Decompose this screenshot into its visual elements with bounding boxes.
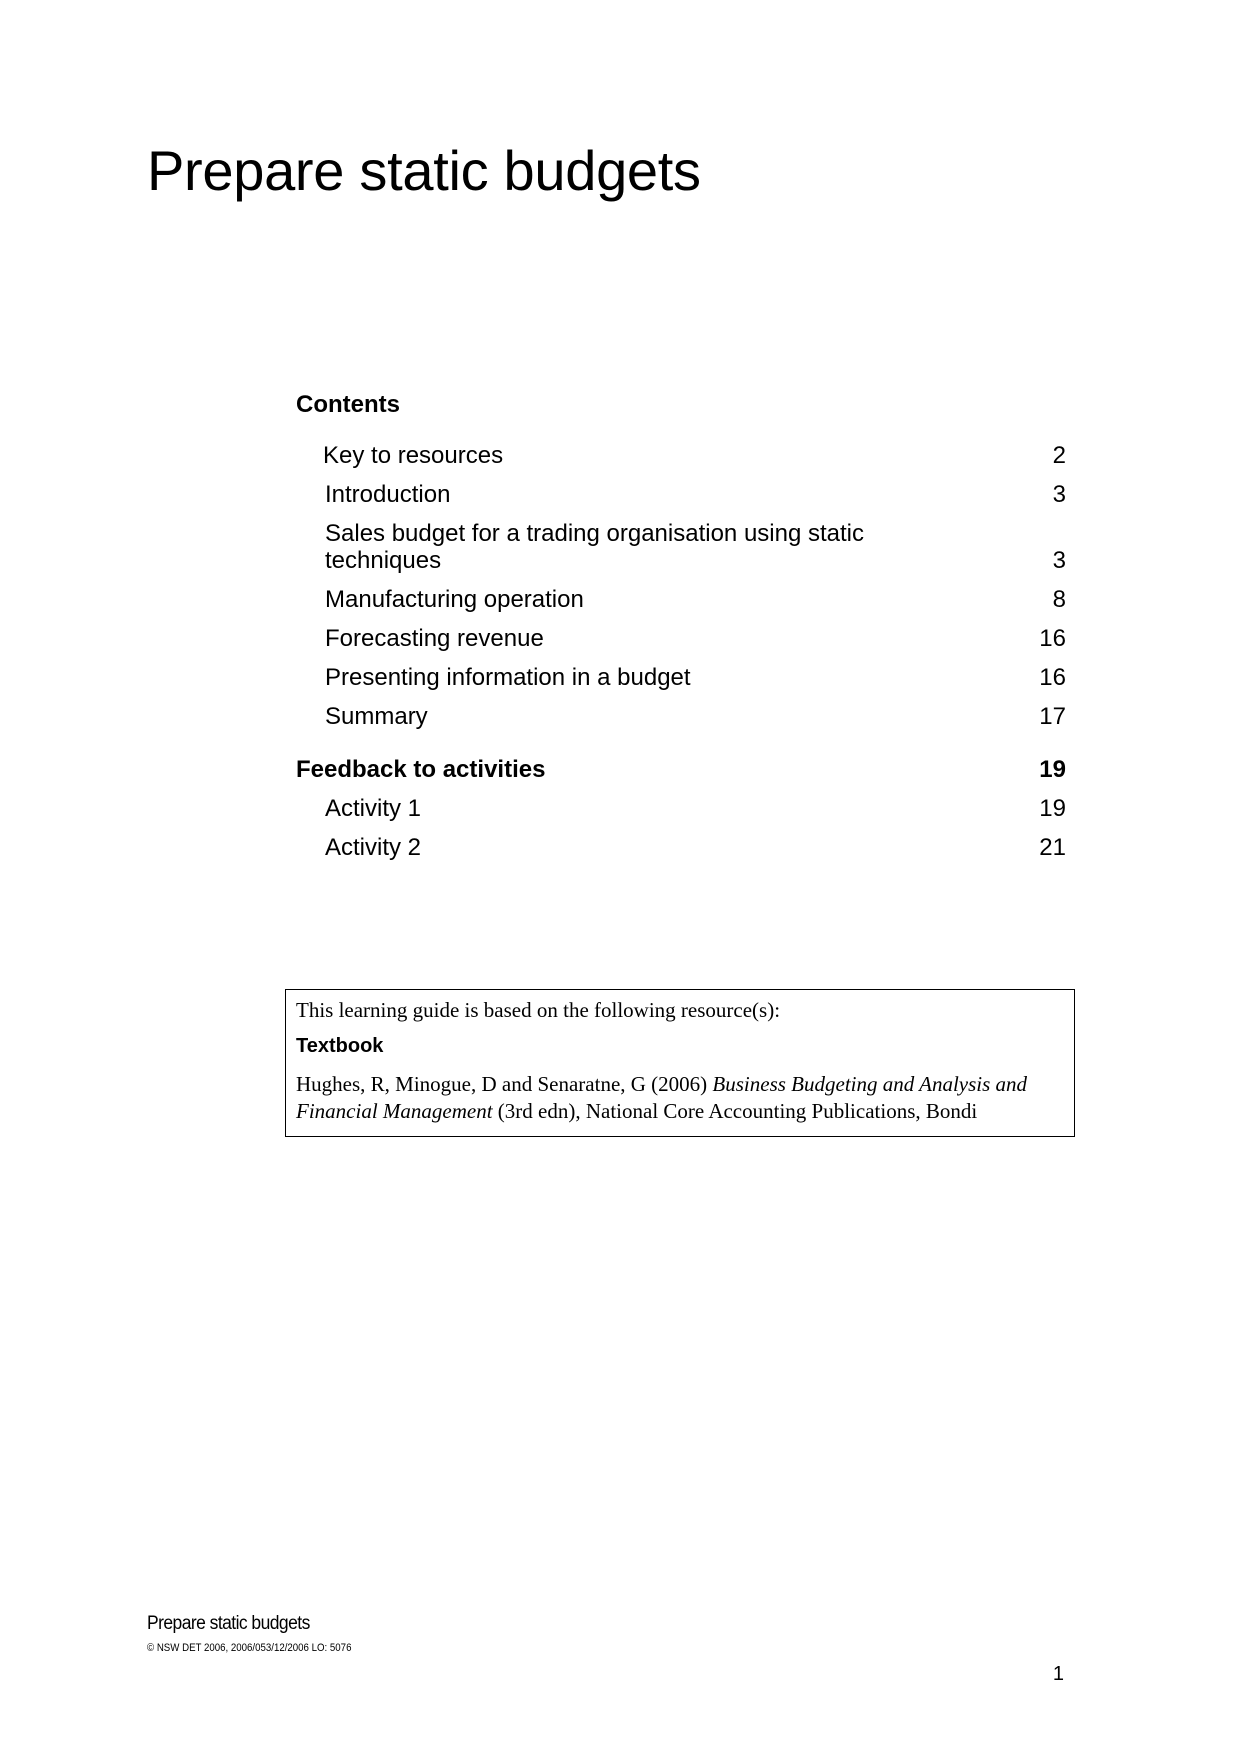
toc-item-label: Activity 2 — [325, 834, 422, 861]
toc-item-activity-1[interactable] — [296, 795, 1066, 822]
toc-item-page: 2 — [1052, 442, 1066, 469]
toc-item-label: Summary — [325, 703, 428, 730]
toc-item-label: Activity 1 — [325, 795, 422, 822]
citation-authors: Hughes, R, Minogue, D and Senaratne, G (2006) — [296, 1072, 713, 1096]
toc-item-forecasting-revenue[interactable] — [296, 625, 1066, 652]
toc-item-label: Forecasting revenue — [325, 625, 544, 652]
toc-item-label: Manufacturing operation — [325, 586, 584, 613]
toc-item-label: Key to resources — [323, 442, 504, 469]
resource-citation — [296, 1071, 1064, 1125]
toc-item-presenting-information[interactable] — [296, 664, 1066, 691]
page-number: 1 — [1052, 1663, 1064, 1685]
toc-item-page: 21 — [1039, 834, 1066, 861]
toc-section-label: Feedback to activities — [296, 756, 546, 783]
toc-item-manufacturing-operation[interactable] — [296, 586, 1066, 613]
toc-item-key-to-resources[interactable] — [296, 442, 1066, 469]
toc-item-page: 16 — [1039, 664, 1066, 691]
toc-item-page: 8 — [1052, 586, 1066, 613]
footer-title: Prepare static budgets — [147, 1613, 310, 1634]
table-of-contents — [296, 390, 1066, 873]
toc-item-sales-budget[interactable] — [296, 520, 1066, 574]
toc-section-page: 19 — [1039, 756, 1066, 783]
footer-copyright: © NSW DET 2006, 2006/053/12/2006 LO: 5076 — [147, 1642, 352, 1654]
citation-title: Business Budgeting and Analysis and Financial Management — [296, 1072, 1028, 1123]
toc-item-activity-2[interactable] — [296, 834, 1066, 861]
toc-section-feedback[interactable] — [296, 756, 1066, 783]
resource-box — [285, 989, 1075, 1137]
toc-item-summary[interactable] — [296, 703, 1066, 730]
contents-heading: Contents — [296, 391, 400, 418]
citation-publisher: (3rd edn), National Core Accounting Publications, Bondi — [492, 1099, 978, 1123]
toc-item-label: Introduction — [325, 481, 451, 508]
toc-item-page: 3 — [1052, 481, 1066, 508]
toc-item-label: Sales budget for a trading organisation using static techniques — [325, 520, 865, 574]
toc-item-introduction[interactable] — [296, 481, 1066, 508]
page-title: Prepare static budgets — [147, 139, 701, 202]
toc-item-label: Presenting information in a budget — [325, 664, 691, 691]
resource-type-heading: Textbook — [296, 1035, 384, 1057]
toc-item-page: 17 — [1039, 703, 1066, 730]
toc-item-page: 19 — [1039, 795, 1066, 822]
resource-intro: This learning guide is based on the following resource(s): — [296, 998, 781, 1022]
toc-item-page: 16 — [1039, 625, 1066, 652]
toc-item-page: 3 — [1052, 547, 1066, 574]
